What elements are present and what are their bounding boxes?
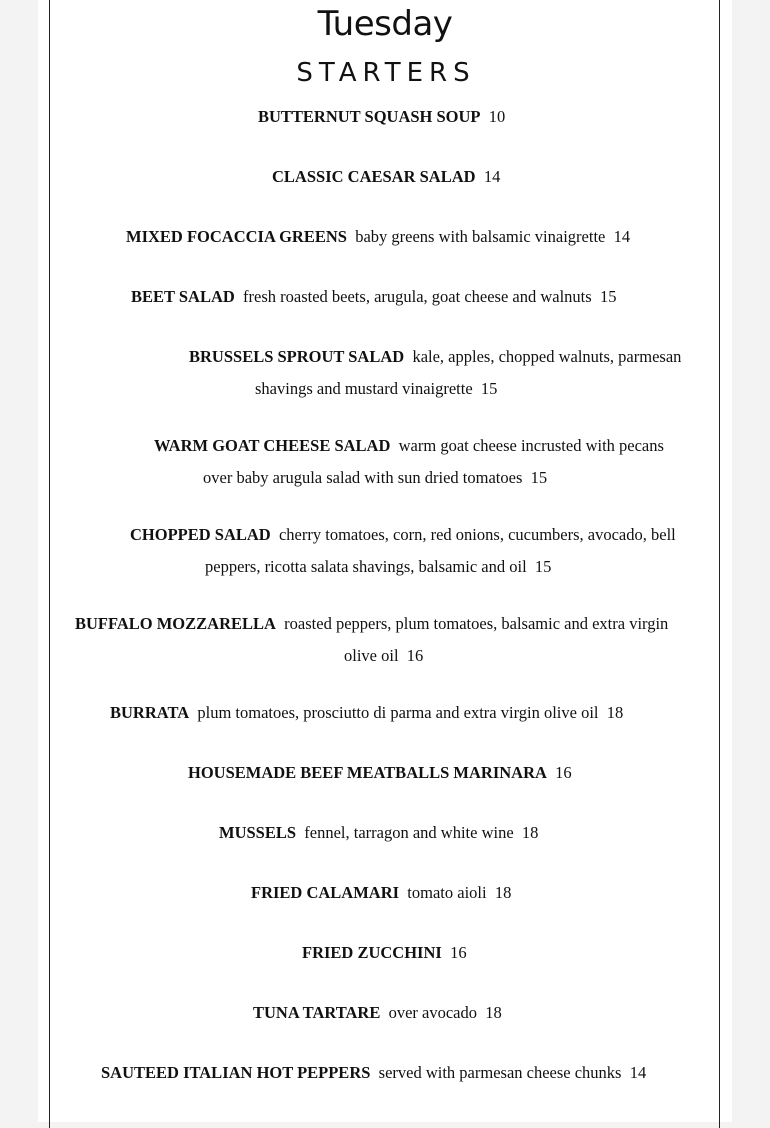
menu-item-continued [255,373,497,405]
item-description-line2: shavings and mustard vinaigrette [255,379,473,398]
item-description-line1: warm goat cheese incrusted with pecans [398,436,664,455]
item-price: 15 [534,557,552,576]
menu-item [110,697,623,729]
item-price: 14 [629,1063,647,1082]
menu-item [253,997,502,1029]
menu-item [101,1057,646,1089]
item-name: CLASSIC CAESAR SALAD [272,167,476,186]
item-description-line2: over baby arugula salad with sun dried tomatoes [203,468,523,487]
item-name: WARM GOAT CHEESE SALAD [154,436,391,455]
menu-item [302,937,467,969]
menu-item [189,341,681,373]
item-name: FRIED CALAMARI [251,883,400,902]
menu-item [272,161,500,193]
menu-item [251,877,511,909]
menu-item-continued [205,551,551,583]
item-name: FRIED ZUCCHINI [302,943,442,962]
item-description-line1: kale, apples, chopped walnuts, parmesan [412,347,682,366]
menu-item-continued [344,640,423,672]
menu-item [258,101,505,133]
item-description: plum tomatoes, prosciutto di parma and extra virgin olive oil [197,703,599,722]
item-description: fennel, tarragon and white wine [304,823,514,842]
item-price: 18 [494,883,512,902]
menu-day-title: Tuesday [317,4,453,44]
item-name: CHOPPED SALAD [130,525,271,544]
item-price: 14 [613,227,631,246]
menu-item [75,608,668,640]
item-name: MIXED FOCACCIA GREENS [126,227,347,246]
item-price: 15 [480,379,498,398]
item-name: BUTTERNUT SQUASH SOUP [258,107,481,126]
item-price: 16 [555,763,572,782]
section-heading-starters: STARTERS [296,58,476,88]
item-description-line2: peppers, ricotta salata shavings, balsamic and oil [205,557,527,576]
item-price: 18 [606,703,624,722]
menu-item [188,757,572,789]
item-price: 18 [521,823,539,842]
item-price: 10 [488,107,506,126]
menu-item [219,817,538,849]
item-description: over avocado [388,1003,477,1022]
item-name: SAUTEED ITALIAN HOT PEPPERS [101,1063,371,1082]
item-price: 15 [530,468,548,487]
item-name: BUFFALO MOZZARELLA [75,614,276,633]
item-description-line1: cherry tomatoes, corn, red onions, cucumbers, avocado, bell [278,525,676,544]
item-price: 14 [483,167,501,186]
item-name: BEET SALAD [131,287,235,306]
item-name: BURRATA [110,703,190,722]
menu-item-continued [203,462,547,494]
item-name: TUNA TARTARE [253,1003,381,1022]
item-price: 15 [599,287,617,306]
menu-item [154,430,664,462]
item-description: fresh roasted beets, arugula, goat cheese and walnuts [243,287,592,306]
menu-item [130,519,676,551]
item-description: served with parmesan cheese chunks [378,1063,622,1082]
item-price: 18 [485,1003,502,1022]
item-price: 16 [406,646,424,665]
item-name: BRUSSELS SPROUT SALAD [189,347,405,366]
menu-item [126,221,630,253]
item-name: HOUSEMADE BEEF MEATBALLS MARINARA [188,763,547,782]
item-description: baby greens with balsamic vinaigrette [355,227,606,246]
item-description-line1: roasted peppers, plum tomatoes, balsamic and extra virgin [284,614,669,633]
item-description: tomato aioli [407,883,487,902]
item-price: 16 [450,943,467,962]
item-description-line2: olive oil [344,646,399,665]
item-name: MUSSELS [219,823,297,842]
menu-item [131,281,616,313]
